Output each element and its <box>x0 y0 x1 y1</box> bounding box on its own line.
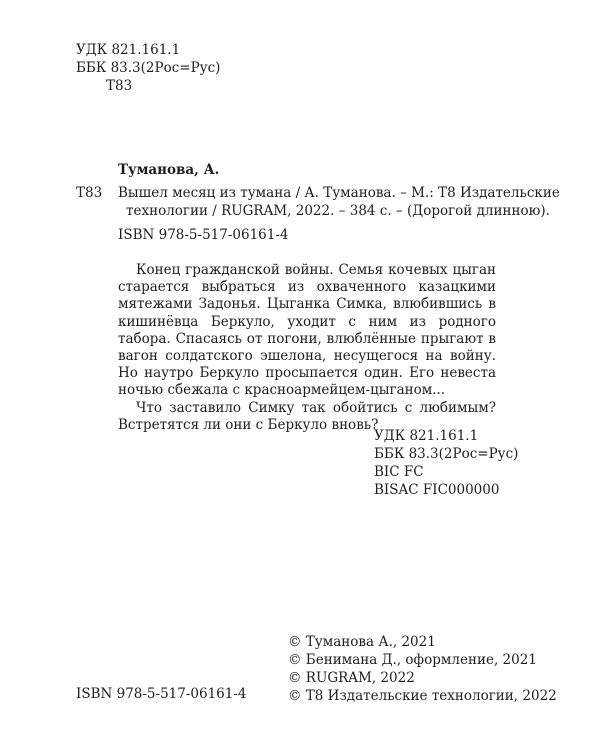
bibliographic-line-2: технологии / RUGRAM, 2022. – 384 с. – (Дорогой длинною). <box>126 203 550 219</box>
udk-index: УДК 821.161.1 <box>76 42 181 58</box>
annotation-paragraph-2: Что заставило Симку так обойтись с любимым? Встретятся ли они с Беркуло вновь? <box>118 399 496 433</box>
isbn: ISBN 978-5-517-06161-4 <box>118 227 289 243</box>
copyright-publisher: © Т8 Издательские технологии, 2022 <box>288 688 557 704</box>
author-sign: Т83 <box>106 78 133 94</box>
author-code: Т83 <box>76 185 103 201</box>
bibliographic-line-1: Вышел месяц из тумана / А. Туманова. – М.: Т8 Издательские <box>118 185 560 201</box>
book-author: Туманова, А. <box>118 162 220 178</box>
copyright-design: © Бенимана Д., оформление, 2021 <box>288 652 537 668</box>
footer-isbn: ISBN 978-5-517-06161-4 <box>76 686 247 702</box>
annotation-paragraph-1: Конец гражданской войны. Семья кочевых цыган старается выбраться из охваченного казацкими мятежами Задонья. Цыганка Симка, влюбившись в кишинёвца Беркуло, уходит с ним из родного табора. Спасаясь от погони, влюблённые прыгают в вагон солдатского эшелона, несущегося на войну. Но наутро Беркуло просыпается один. Его невеста ночью сбежала с красноармейцем-цыганом... <box>118 262 496 399</box>
copyright-rugram: © RUGRAM, 2022 <box>288 670 415 686</box>
classification-bic: BIC FC <box>374 464 424 480</box>
bbk-index: ББК 83.3(2Рос=Рус) <box>76 60 221 76</box>
copyright-author: © Туманова А., 2021 <box>288 634 436 650</box>
annotation <box>118 262 496 434</box>
classification-udk: УДК 821.161.1 <box>374 428 479 444</box>
classification-bisac: BISAC FIC000000 <box>374 482 500 498</box>
classification-bbk: ББК 83.3(2Рос=Рус) <box>374 446 519 462</box>
